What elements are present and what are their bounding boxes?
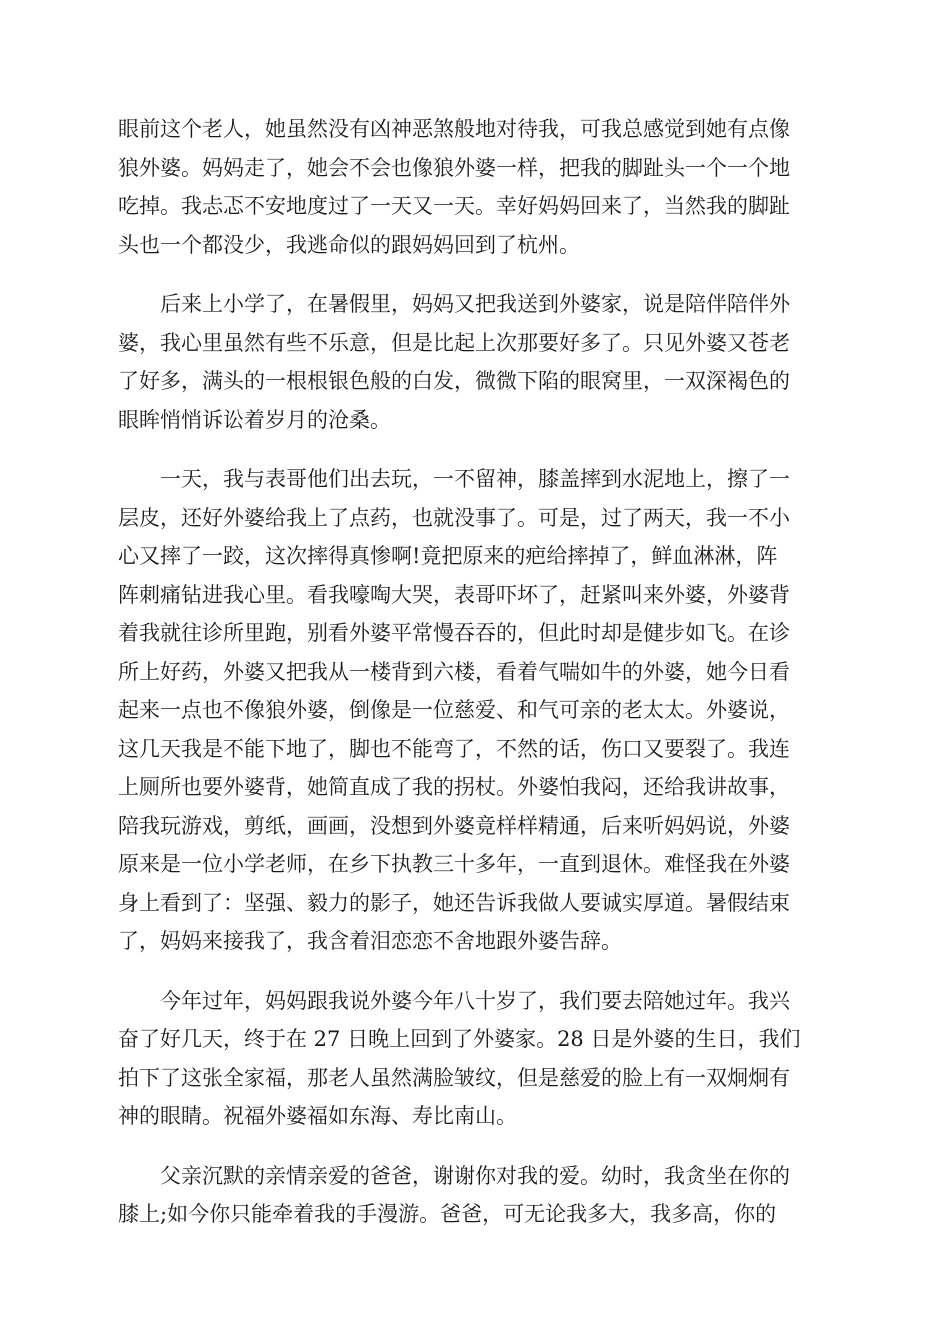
text-line: 狼外婆。妈妈走了，她会不会也像狼外婆一样，把我的脚趾头一个一个地 [118, 155, 790, 180]
text-line: 了，妈妈来接我了，我含着泪恋恋不舍地跟外婆告辞。 [118, 929, 622, 953]
text-line: 神的眼睛。祝福外婆福如东海、寿比南山。 [118, 1104, 517, 1128]
text-line: 上厕所也要外婆背，她简直成了我的拐杖。外婆怕我闷，还给我讲故事， [118, 775, 790, 799]
text-line: 心又摔了一跤，这次摔得真惨啊!竟把原来的疤给摔掉了，鲜血淋淋，阵 [118, 544, 778, 568]
paragraph-1 [118, 110, 834, 264]
text-line: 身上看到了：坚强、毅力的影子，她还告诉我做人要诚实厚道。暑假结束 [118, 890, 790, 915]
text-line: 起来一点也不像狼外婆，倒像是一位慈爱、和气可亲的老太太。外婆说， [118, 698, 790, 722]
text-line: 拍下了这张全家福，那老人虽然满脸皱纹，但是慈爱的脸上有一双炯炯有 [118, 1065, 790, 1090]
document-page [118, 110, 834, 1255]
text-line: 这几天我是不能下地了，脚也不能弯了，不然的话，伤口又要裂了。我连 [118, 736, 790, 761]
paragraph-3 [118, 460, 834, 961]
text-line: 今年过年，妈妈跟我说外婆今年八十岁了，我们要去陪她过年。我兴 [160, 988, 790, 1013]
text-line: 后来上小学了，在暑假里，妈妈又把我送到外婆家，说是陪伴陪伴外 [160, 292, 790, 316]
text-line: 父亲沉默的亲情亲爱的爸爸，谢谢你对我的爱。幼时，我贪坐在你的 [160, 1163, 790, 1188]
text-line: 头也一个都没少，我逃命似的跟妈妈回到了杭州。 [118, 232, 580, 257]
text-line: 一天，我与表哥他们出去玩，一不留神，膝盖摔到水泥地上，擦了一 [160, 467, 790, 491]
text-line: 所上好药，外婆又把我从一楼背到六楼，看着气喘如牛的外婆，她今日看 [118, 659, 790, 684]
paragraph-2 [118, 285, 834, 439]
text-line: 婆，我心里虽然有些不乐意，但是比起上次那要好多了。只见外婆又苍老 [118, 330, 790, 355]
text-line: 吃掉。我忐忑不安地度过了一天又一天。幸好妈妈回来了，当然我的脚趾 [118, 194, 790, 218]
text-line: 眼眸悄悄诉讼着岁月的沧桑。 [118, 407, 391, 432]
text-line: 眼前这个老人，她虽然没有凶神恶煞般地对待我，可我总感觉到她有点像 [118, 117, 790, 141]
text-line: 陪我玩游戏，剪纸，画画，没想到外婆竟样样精通，后来听妈妈说，外婆 [118, 813, 790, 838]
text-line: 膝上;如今你只能牵着我的手漫游。爸爸，可无论我多大，我多高，你的 [118, 1202, 777, 1226]
text-line: 着我就往诊所里跑，别看外婆平常慢吞吞的，但此时却是健步如飞。在诊 [118, 621, 790, 645]
text-line: 阵刺痛钻进我心里。看我嚎啕大哭，表哥吓坏了，赶紧叫来外婆，外婆背 [118, 582, 790, 607]
paragraph-4 [118, 982, 834, 1136]
text-line: 了好多，满头的一根根银色般的白发，微微下陷的眼窝里，一双深褐色的 [118, 369, 790, 393]
paragraph-5 [118, 1157, 834, 1234]
text-line: 层皮，还好外婆给我上了点药，也就没事了。可是，过了两天，我一不小 [118, 505, 790, 530]
text-line: 原来是一位小学老师，在乡下执教三十多年，一直到退休。难怪我在外婆 [118, 852, 790, 876]
text-line: 奋了好几天，终于在 27 日晚上回到了外婆家。28 日是外婆的生日，我们 [118, 1027, 801, 1051]
